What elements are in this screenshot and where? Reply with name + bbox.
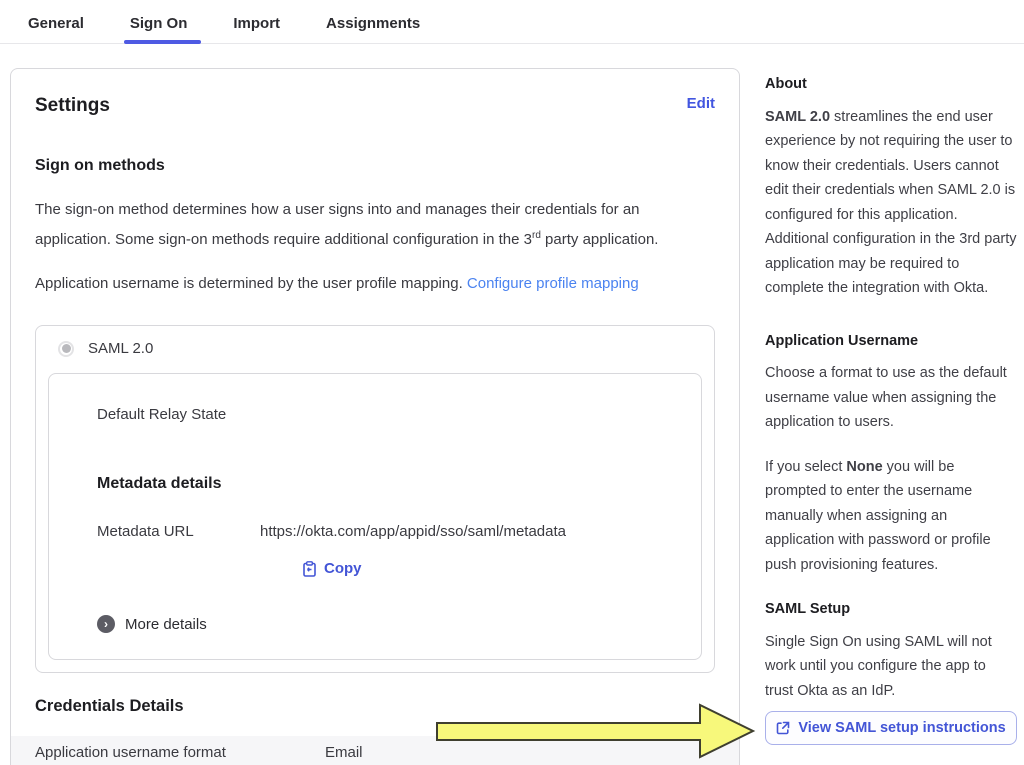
metadata-url-row <box>97 523 677 540</box>
application-username-heading: Application Username <box>765 332 919 349</box>
tab-import[interactable]: Import <box>233 15 281 32</box>
sign-on-methods-heading: Sign on methods <box>35 157 165 174</box>
settings-card <box>10 68 740 765</box>
more-details-toggle[interactable] <box>97 615 677 633</box>
about-body: streamlines the end user experience by not requiring the user to know their credentials. Users cannot edit their credentials when SAML 2.0 is configured for this application. Additional configuration in the 3rd party application may be required to complete the integration with Okta. <box>765 108 1017 296</box>
saml-radio-row[interactable] <box>48 340 702 357</box>
tab-general[interactable]: General <box>28 15 84 32</box>
saml-method-box <box>35 325 715 673</box>
description-text: The sign-on method determines how a user signs into and manages their credentials for an application. Some sign-on methods require additional configuration in the 3 <box>35 201 640 248</box>
saml-method-label: SAML 2.0 <box>88 340 154 357</box>
default-relay-state-label: Default Relay State <box>97 406 227 423</box>
settings-title: Settings <box>35 95 110 116</box>
mapping-text: Application username is determined by the user profile mapping. <box>35 275 467 292</box>
saml-setup-text: Single Sign On using SAML will not work until you configure the app to trust Okta as an IdP. <box>765 633 992 699</box>
view-saml-setup-instructions-label: View SAML setup instructions <box>798 720 1006 736</box>
clipboard-icon <box>302 561 317 577</box>
copy-label: Copy <box>324 560 362 577</box>
credentials-details-heading: Credentials Details <box>35 697 184 715</box>
username-mapping-text <box>35 271 700 297</box>
none-text-b: you will be prompted to enter the username manually when assigning an application with password or profile push provisioning features. <box>765 458 991 573</box>
saml-setup-heading: SAML Setup <box>765 601 851 617</box>
configure-profile-mapping-link[interactable]: Configure profile mapping <box>466 275 639 292</box>
description-text-end: party application. <box>540 231 659 248</box>
copy-button[interactable] <box>302 560 677 577</box>
about-bold-lead: SAML 2.0 <box>765 108 831 125</box>
metadata-url-value: https://okta.com/app/appid/sso/saml/metadata <box>260 523 566 540</box>
application-username-text-2 <box>765 455 1017 578</box>
none-bold: None <box>846 458 883 475</box>
credentials-row <box>11 736 739 765</box>
tab-assignments[interactable]: Assignments <box>326 15 421 32</box>
external-link-icon <box>776 721 790 735</box>
application-username-format-label: Application username format <box>35 743 226 761</box>
help-sidebar <box>765 72 1017 745</box>
metadata-url-label: Metadata URL <box>97 523 194 540</box>
application-username-text-1: Choose a format to use as the default username value when assigning the application to users. <box>765 365 1007 430</box>
about-text <box>765 105 1017 301</box>
view-saml-setup-instructions-button[interactable] <box>765 711 1017 745</box>
more-details-label: More details <box>125 615 207 633</box>
ordinal-superscript: rd <box>531 230 541 241</box>
saml-details-panel <box>48 373 702 660</box>
about-heading: About <box>765 76 807 92</box>
chevron-right-circle-icon: › <box>97 615 115 633</box>
application-username-format-value: Email <box>325 743 363 761</box>
metadata-details-heading: Metadata details <box>97 475 222 492</box>
radio-button-icon[interactable] <box>58 341 74 357</box>
sign-on-methods-description <box>35 197 700 253</box>
tab-bar <box>0 0 1024 44</box>
none-text-a: If you select <box>765 458 847 475</box>
edit-button[interactable]: Edit <box>686 95 715 112</box>
tab-sign-on[interactable]: Sign On <box>124 13 194 43</box>
